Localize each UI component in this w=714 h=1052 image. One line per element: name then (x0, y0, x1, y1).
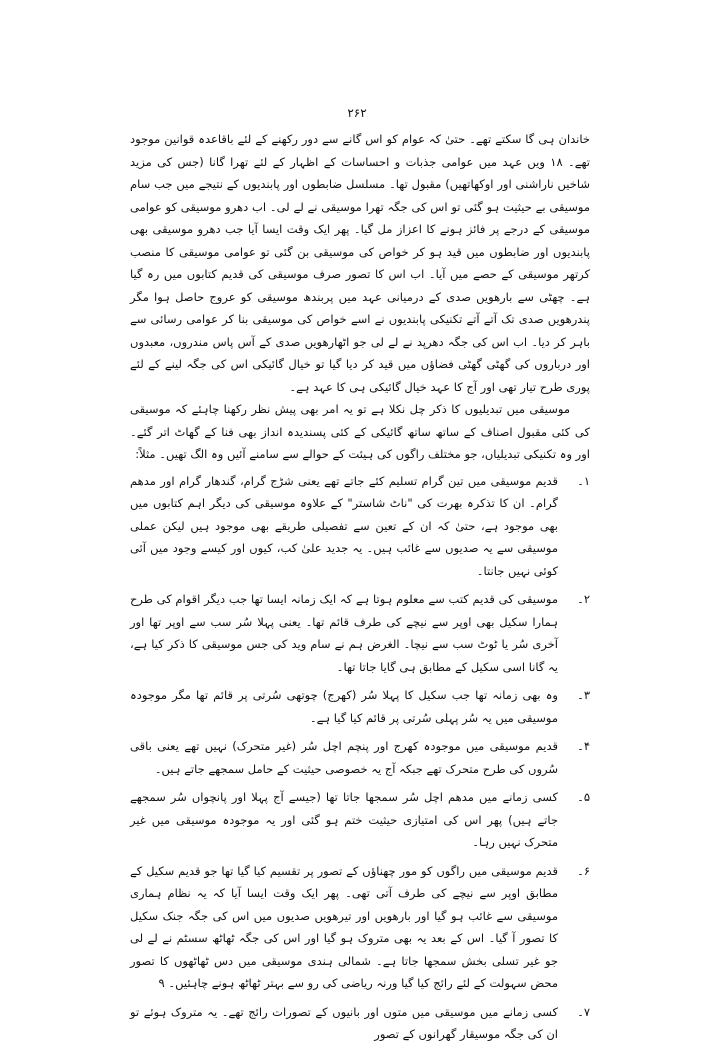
list-item-5 (130, 786, 590, 854)
list-item-7 (130, 1001, 590, 1046)
list-item-number: ۶۔ (577, 863, 590, 878)
list-item-number: ۳۔ (577, 688, 590, 702)
list-item-text: قدیم موسیقی میں راگوں کو مور چھناؤں کے تصور پر تقسیم کیا گیا تھا جو قدیم سکیل کے مطابق اوپر سے نیچے کی طرف آتی تھی۔ پھر ایک وقت ایسا آیا کہ یہ نظام ہماری موسیقی سے غائب ہو گیا اور بارھویں اور تیرھویں صدیوں میں اس کی جگہ جنک سکیل کا تصور آ گیا۔ اس کے بعد یہ بھی متروک ہو گیا اور اس کی جگہ ٹھاٹھ سسٹم نے لے لی جو غیر تسلی بخش سمجھا جاتا ہے۔ شمالی ہندی موسیقی میں دس ٹھاٹھوں کا تصور محض سہولت کے لئے رائج کیا گیا ورنہ ریاضی کی رو سے بہتر ٹھاٹھ ہونے چاہئیں۔ ۹ (130, 863, 558, 990)
body-text (130, 128, 590, 1052)
intro-paragraph: موسیقی میں تبدیلیوں کا ذکر چل نکلا ہے تو یہ امر بھی پیش نظر رکھنا چاہئے کہ موسیقی کی کئی مقبول اصناف کے ساتھ ساتھ گائیکی کے کئی پسندیدہ انداز بھی فنا کے گھاٹ اتر گئے۔ اور وہ تکنیکی تبدیلیاں، جو مختلف راگوں کی ہیئت کے حوالے سے سامنے آئیں وہ الگ تھیں۔ مثلاً: (130, 402, 590, 461)
list-item-3 (130, 684, 590, 729)
list-item-text: قدیم موسیقی میں تین گرام تسلیم کئے جاتے تھے یعنی شڑج گرام، گندھار گرام اور مدھم گرام۔ ان کا تذکرہ بھرت کی "ناٹ شاستر" کے علاوہ موسیقی کی دیگر اہم کتابوں میں بھی موجود ہے، حتیٰ کہ ان کے تعین سے تفصیلی طریقے بھی موجود ہیں لیکن عملی موسیقی سے یہ صدیوں سے غائب ہیں۔ یہ جدید علیٰ کب، کیوں اور کیسے وجود میں آئی کوئی نہیں جانتا۔ (130, 473, 558, 578)
list-item-text: کسی زمانے میں موسیقی میں متوں اور بانیوں کے تصورات رائج تھے۔ یہ متروک ہوئے تو ان کی جگہ موسیقار گھرانوں کے تصور (130, 1004, 558, 1041)
list-item-2 (130, 588, 590, 678)
list-item-1 (130, 470, 590, 583)
list-item-number: ۱۔ (577, 473, 590, 488)
list-item-number: ۴۔ (577, 739, 590, 753)
list-item-text: وہ بھی زمانہ تھا جب سکیل کا پہلا سُر (کھرج) چوتھی سُرتی پر قائم تھا مگر موجودہ موسیقی میں یہ سُر پہلی سُرتی پر قائم کیا گیا ہے۔ (130, 688, 558, 725)
list-item-text: کسی زمانے میں مدھم اچل سُر سمجھا جاتا تھا (جیسے آج پہلا اور پانچواں سُر سمجھے جاتے ہیں) پھر اس کی امتیازی حیثیت ختم ہو گئی اور یہ موجودہ موسیقی میں غیر متحرک نہیں رہا۔ (130, 790, 558, 849)
main-paragraph: خاندان ہی گا سکتے تھے۔ حتیٰ کہ عوام کو اس گانے سے دور رکھنے کے لئے باقاعدہ قوانین موجود تھے۔ ۱۸ ویں عہد میں عوامی جذبات و احساسات کے اظہار کے لئے تھرا گانا (جس کی مزید شاخیں ناراشنی اور اوکھاتھیں) مقبول تھا۔ مسلسل ضابطوں اور پابندیوں کے نتیجے میں جب سام موسیقی بے حیثیت ہو گئی تو اس کی جگہ تھرا موسیقی نے لے لی۔ اب دھرو موسیقی کو عوامی موسیقی کے درجے پر فائز ہونے کا اعزاز مل گیا۔ پھر ایک وقت ایسا آیا جب دھرو موسیقی بھی پابندیوں اور ضابطوں میں قید ہو کر خواص کی موسیقی بن گئی تو عوامی موسیقی کا منصب کرتھر موسیقی کے حصے میں آیا۔ اب اس کا تصور صرف موسیقی کی قدیم کتابوں میں رہ گیا ہے۔ چھٹی سے بارھویں صدی کے درمیانی عہد میں پربندھ موسیقی کو عروج حاصل ہوا مگر پندرھویں صدی تک آتے آتے تکنیکی پابندیوں نے اسے خواص کی موسیقی بنا کر عوامی رسائی سے باہر کر دیا۔ اب اس کی جگہ دھرپد نے لے لی جو اٹھارھویں صدی کے آس پاس مندروں، معبدوں اور درباروں کی گھٹی گھٹی فضاؤں میں قید کر دیا گیا تو خیال گائیکی اس کی جگہ لینے کے لئے پوری طرح تیار تھی اور آج کا عہد خیال گائیکی ہی کا عہد ہے۔ (130, 132, 590, 394)
list-item-number: ۵۔ (577, 790, 590, 804)
numbered-list (130, 470, 590, 1046)
list-item-text: قدیم موسیقی میں موجودہ کھرج اور پنچم اچل سُر (غیر متحرک) نہیں تھے یعنی باقی سُروں کی طرح متحرک تھے جبکہ آج یہ خصوصی حیثیت کے حامل سمجھے جاتے ہیں۔ (130, 739, 558, 776)
list-item-6 (130, 860, 590, 995)
list-item-4 (130, 735, 590, 780)
list-item-number: ۲۔ (577, 592, 590, 606)
list-item-number: ۷۔ (577, 1004, 590, 1019)
page-number: ۲۶۲ (347, 106, 367, 120)
list-item-text: موسیقی کی قدیم کتب سے معلوم ہوتا ہے کہ ایک زمانہ ایسا تھا جب دیگر اقوام کی طرح ہمارا سکیل بھی اوپر سے نیچے کی طرف قائم تھا۔ یعنی پہلا سُر سب سے اوپر تھا اور آخری سُر یا ٹوٹ سب سے نیچا۔ الغرض ہم نے سام وید کی جس موسیقی کا ذکر کیا ہے، یہ گانا اسی سکیل کے مطابق ہی گایا جاتا تھا۔ (130, 592, 558, 674)
